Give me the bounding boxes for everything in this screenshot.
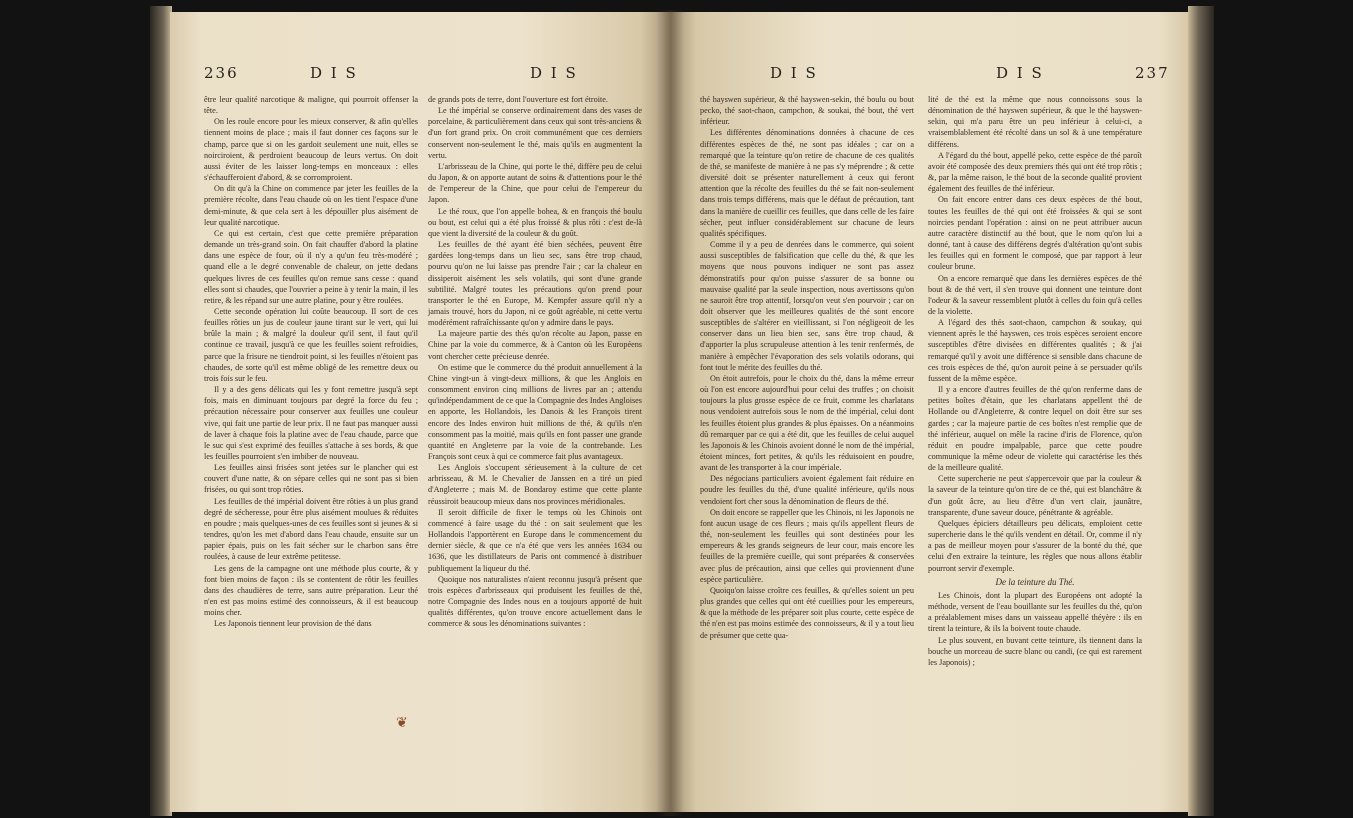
paragraph: de grands pots de terre, dont l'ouverture est fort étroite.	[428, 95, 608, 104]
left-page-column-1	[204, 94, 418, 630]
paragraph: Quoique nos naturalistes n'aient reconnu jusqu'à présent que trois espèces d'arbrisseaux qui produisent les feuilles de thé, notre Compagnie des Indes nous en a toujours apporté de huit qualités différentes, qu'on trouve encore actuellement dans le commerce & sous les dénominations suivantes :	[428, 574, 642, 629]
paragraph: Les feuilles de thé ayant été bien séchées, peuvent être gardées long-temps dans un lieu sec, sans être trop chaud, pourvu qu'on ne lui laisse pas prendre l'air ; car la chaleur en dissiperoit aisément les sels volatils, qui sont d'une grande subtilité. Malgré toutes les précautions qu'on prend pour transporter le thé en Europe, M. Kempfer assure qu'il n'y a jamais trouvé, hors du Japon, ni ce goût agréable, ni cette vertu modérément rafraîchissante qu'on y admire dans le pays.	[428, 240, 642, 328]
right-page-column-2	[928, 94, 1142, 668]
paragraph: A l'égard des thés saot-chaon, campchon & soukay, qui viennent après le thé hayswen, ces trois espèces seroient encore susceptibles d'être divisées en différentes qualités ; & j'ai remarqué qu'il y avoit une différence si sensible dans chacune de ces trois espèces de thé, qu'on auroit peine à se persuader qu'ils fussent de la même espèce.	[928, 318, 1142, 383]
running-head-left-1: D I S	[310, 64, 358, 82]
paragraph: La majeure partie des thés qu'on récolte au Japon, passe en Chine par la voie du commerce, & à Canton où les Européens vont chercher cette précieuse denrée.	[428, 329, 642, 361]
paragraph: On estime que le commerce du thé produit annuellement à la Chine vingt-un à vingt-deux millions, & que les Anglois en consomment environ cinq millions de livres par an ; attendu qu'indépendamment de ce que la Compagnie des Indes Angloises en apporte, les Hollandois, les Danois & les François tirent encore des Indes environ huit millions de thé, & qu'ils n'en consomment pas la moitié, mais qu'ils en font passer une grande quantité en Angleterre par la voie de la contrebande. Les François sont ceux à qui ce commerce fait plus avantageux.	[428, 362, 642, 461]
page-number-left: 236	[204, 64, 239, 82]
paragraph: Il y a encore d'autres feuilles de thé qu'on renferme dans de petites boîtes d'étain, que les charlatans appellent thé de Hollande ou d'Angleterre, & contre lequel on doit être sur ses gardes ; car la majeure partie de ces boîtes n'est remplie que de thé inférieur, auquel on mêle la racine d'iris de Florence, qu'on réduit en poudre impalpable, parce que cette poudre communique la même odeur de violette qui caractérise les thés de la meilleure qualité.	[928, 385, 1142, 473]
paragraph: Les Japonois tiennent leur provision de thé dans	[214, 619, 372, 629]
paragraph: On dit qu'à la Chine on commence par jeter les feuilles de la première récolte, dans l'eau chaude où on les tient l'espace d'une demi-minute, & que cela sert à les dépouiller plus aisément de leur qualité narcotique.	[204, 184, 418, 227]
paragraph: On doit encore se rappeller que les Chinois, ni les Japonois ne font aucun usage de ces fleurs ; mais qu'ils appellent fleurs de thé, non-seulement les feuilles qui sont destinées pour les empereurs & les grands seigneurs de leur cour, mais encore les feuilles de la première cueille, qui sont préparées & conservées avec plus de précaution, ainsi que celles qui proviennent d'une espèce particulière.	[700, 507, 914, 584]
paragraph: A l'égard du thé bout, appellé peko, cette espèce de thé paroît avoir été composée des deux premiers thés qui ont été trop rôtis ; &, par la même raison, le thé bout de la seconde qualité provient également des feuilles de thé inférieur.	[928, 150, 1142, 194]
right-page-column-1	[700, 94, 914, 641]
paragraph: Les feuilles ainsi frisées sont jetées sur le plancher qui est couvert d'une natte, & on sépare celles qui ne sont pas si bien frisées, ou qui sont trop rôties.	[204, 463, 418, 495]
book-gutter	[656, 10, 684, 816]
paragraph: Ce qui est certain, c'est que cette première préparation demande un très-grand soin. On fait chauffer d'abord la platine dans une espèce de four, où il n'y a qu'un feu très-modéré ; quand elle a le degré convenable de chaleur, on jette dedans quelques livres de ces feuilles qu'on remue sans cesse : quand elles sont si chaudes, que l'ouvrier a peine à y tenir la main, il les retire, & les répand sur une autre platine, pour y être roulées.	[204, 228, 418, 305]
right-page-edges	[1188, 6, 1214, 816]
paragraph: Le thé impérial se conserve ordinairement dans des vases de porcelaine, & particulièrement dans ceux qui sont très-anciens & d'un fort grand prix. On croit communément que ces derniers conservent non-seulement le thé, mais qu'ils en augmentent la vertu.	[428, 106, 642, 160]
paragraph: On fait encore entrer dans ces deux espèces de thé bout, toutes les feuilles de thé qui ont été froissées & qui se sont noircies pendant l'opération : ainsi on ne peut attribuer aucun autre caractère distinctif au thé bout, que le nom qu'on lui a donné, tant à cause des différens degrés d'altération qu'ont subis les feuilles qui en forment le composé, que par rapport à leur couleur brune.	[928, 195, 1142, 272]
right-page	[670, 12, 1190, 812]
running-head-left-2: D I S	[530, 64, 578, 82]
running-head-right-1: D I S	[770, 64, 818, 82]
paragraph: On les roule encore pour les mieux conserver, & afin qu'elles tiennent moins de place ; mais il faut donner ces façons sur le champ, parce que si on les gardoit seulement une nuit, elles se noirciroient, & perdroient beaucoup de leurs vertus. On doit aussi éviter de les laisser long-temps en monceaux : elles s'échaufferoient d'abord, & se corromproient.	[204, 117, 418, 183]
paragraph: Quelques épiciers détailleurs peu délicats, emploient cette supercherie dans le thé qu'ils vendent en détail. Or, comme il n'y a pas de meilleur moyen pour s'assurer de la bonté du thé, que celui d'en extraire la teinture, les règles que nous allons établir pourront servir d'exemple.	[928, 518, 1142, 573]
paragraph: Des négocians particuliers avoient également fait réduire en poudre les feuilles du thé, d'une qualité inférieure, qu'ils nous vendoient fort cher sous la dénomination de fleurs de thé.	[700, 474, 914, 506]
paragraph: Les Chinois, dont la plupart des Européens ont adopté la méthode, versent de l'eau bouillante sur les feuilles du thé, qu'on a préalablement mises dans un vaisseau appellé théyère : ils en tirent la teinture, & ils la boivent toute chaude.	[928, 590, 1142, 634]
paragraph: Le plus souvent, en buvant cette teinture, ils tiennent dans la bouche un morceau de sucre blanc ou candi, (ce qui est rarement les Japonois) ;	[928, 635, 1142, 667]
paragraph: On a encore remarqué que dans les dernières espèces de thé bout & de thé vert, il s'en trouve qui donnent une teinture dont l'odeur & la saveur ressemblent plutôt à celles du foin qu'à celles de la violette.	[928, 273, 1142, 316]
left-page-edges	[150, 6, 172, 816]
paragraph: être leur qualité narcotique & maligne, qui pourroit offenser la tête.	[204, 95, 418, 116]
left-page-column-2	[428, 94, 642, 630]
paragraph: Les gens de la campagne ont une méthode plus courte, & y font bien moins de façon : ils se contentent de rôtir les feuilles dans des chaudières de terre, sans autre préparation. Leur thé n'en est pas moins estimé des connoisseurs, & il est beaucoup moins cher.	[204, 563, 418, 618]
paragraph: On étoit autrefois, pour le choix du thé, dans la même erreur où l'on est encore aujourd'hui pour celui des truffes ; on choisit toujours la plus grosse espèce de ce fruit, comme les charlatans nous vendoient autrefois sous le nom de thé impérial, celui dont les feuilles étoient plus grandes & plus épaisses. On a néanmoins dû remarquer par ce qui a été dit, que les feuilles de celui auquel les Japonois & les Chinois avoient donné le nom de thé impérial, étoient minces, fort petites, & qu'ils les réduisoient en poudre, avant de les transporter à la cour impériale.	[700, 373, 914, 473]
paragraph: Quoiqu'on laisse croître ces feuilles, & qu'elles soient un peu plus grandes que celles qui ont été cueillies pour les empereurs, & que la méthode de les préparer soit plus courte, cette espèce de thé n'en est pas moins estimée des connoisseurs, & il y a tout lieu de présumer que cette qua-	[700, 585, 914, 640]
left-page	[170, 12, 670, 812]
paragraph: L'arbrisseau de la Chine, qui porte le thé, diffère peu de celui du Japon, & on apporte autant de soins & d'attentions pour le thé de l'empereur de la Chine, que pour celui de l'empereur du Japon.	[428, 161, 642, 205]
paragraph: Les feuilles de thé impérial doivent être rôties à un plus grand degré de sécheresse, pour être plus aisément moulues & réduites en poudre ; mais quelques-unes de ces feuilles sont si jeunes & si tendres, qu'on les met d'abord dans l'eau chaude, ensuite sur un papier épais, puis on les fait sécher sur le charbon sans être roulées, à cause de leur extrême petitesse.	[204, 496, 418, 562]
paragraph: lité de thé est la même que nous connoissons sous la dénomination de thé hayswen supérieur, & que le thé hayswen-sekin, qui m'a paru être un peu inférieur à celui-ci, a vraisemblablement été récolté dans un sol & à une température différens.	[928, 95, 1142, 149]
paragraph: Cette seconde opération lui coûte beaucoup. Il sort de ces feuilles rôties un jus de couleur jaune tirant sur le vert, qui lui brûle la main ; & malgré la douleur qu'il sent, il faut qu'il continue ce travail, jusqu'à ce que les feuilles soient refroidies, parce que la frisure ne tiendroit point, si les feuilles n'étoient pas chaudes, de sorte qu'il est même obligé de les remettre deux ou trois fois sur le feu.	[204, 306, 418, 383]
paragraph: Il y a des gens délicats qui les y font remettre jusqu'à sept fois, mais en diminuant toujours par degré la force du feu ; précaution nécessaire pour conserver aux feuilles une couleur vive, qui fait une partie de leur prix. Il ne faut pas manquer aussi de laver à chaque fois la platine avec de l'eau chaude, parce que le suc qui s'est exprimé des feuilles s'attache à ses bords, & que les feuilles pourroient s'en imbiber de nouveau.	[204, 385, 418, 461]
running-head-right-2: D I S	[996, 64, 1044, 82]
paragraph: Comme il y a peu de denrées dans le commerce, qui soient aussi susceptibles de falsification que celle du thé, & que les moyens que nous pouvons indiquer ne sont pas assez démonstratifs pour qu'on puisse s'assurer de sa bonne ou mauvaise qualité par la seule inspection, nous avertissons qu'on ne sauroit être trop attentif, lorsqu'on veut s'en pourvoir ; car on doit observer que les meilleures qualités de thé sont encore susceptibles de s'altérer en vieillissant, si l'on négligeoit de les conserver dans un lieu bien sec, sans être trop chaud, & d'apporter la plus scrupuleuse attention à les tenir renfermés, de manière à empêcher l'évaporation des sels volatils odorans, qui font tout le mérite des feuilles du thé.	[700, 240, 914, 372]
paragraph: Les différentes dénominations données à chacune de ces différentes espèces de thé, ne sont pas idéales ; car on a remarqué que la teinture qu'on retire de chacune de ces qualités de thé, se manifeste de manière à ne pas s'y méprendre ; & cette diversité doit se présenter naturellement à ceux qui feront attention que la récolte des feuilles du thé se fait non-seulement dans trois temps différens, mais que le défaut de précaution, tant dans la manière de cueillir ces feuilles, que dans celle de les faire sécher, peut influer considérablement sur chacune de leurs qualités spécifiques.	[700, 128, 914, 238]
printer-ornament-icon: ❦	[396, 715, 408, 731]
page-number-right: 237	[1135, 64, 1170, 82]
section-subheading: De la teinture du Thé.	[995, 576, 1075, 587]
paragraph: Cette supercherie ne peut s'appercevoir que par la couleur & la saveur de la teinture qu'on tire de ce thé, qui est blanchâtre & d'un goût âcre, au lieu d'être d'un vert clair, jaunâtre, transparente, d'une saveur douce, pénétrante & agréable.	[928, 474, 1142, 517]
paragraph: Le thé roux, que l'on appelle bohea, & en françois thé boulu ou bout, est celui qui a été plus froissé & plus rôti : c'est de-là que vient la diversité de la couleur & du goût.	[428, 206, 642, 238]
paragraph: thé hayswen supérieur, & thé hayswen-sekin, thé boulu ou bout pecko, thé saot-chaon, campchon, & soukai, thé bout, thé vert inférieur.	[700, 95, 914, 127]
paragraph: Il seroit difficile de fixer le temps où les Chinois ont commencé à faire usage du thé : on sait seulement que les Hollandois l'apportèrent en Europe dans le commencement du dernier siècle, & que ce n'a été que vers les années 1634 ou 1636, que les distillateurs de Paris ont commencé à distribuer publiquement la liqueur du thé.	[428, 507, 642, 573]
paragraph: Les Anglois s'occupent sérieusement à la culture de cet arbrisseau, & M. le Chevalier de Janssen en a tiré un pied d'Angleterre ; mais M. de Bondaroy estime que cette plante réussiroit beaucoup mieux dans nos provinces méridionales.	[428, 463, 642, 506]
